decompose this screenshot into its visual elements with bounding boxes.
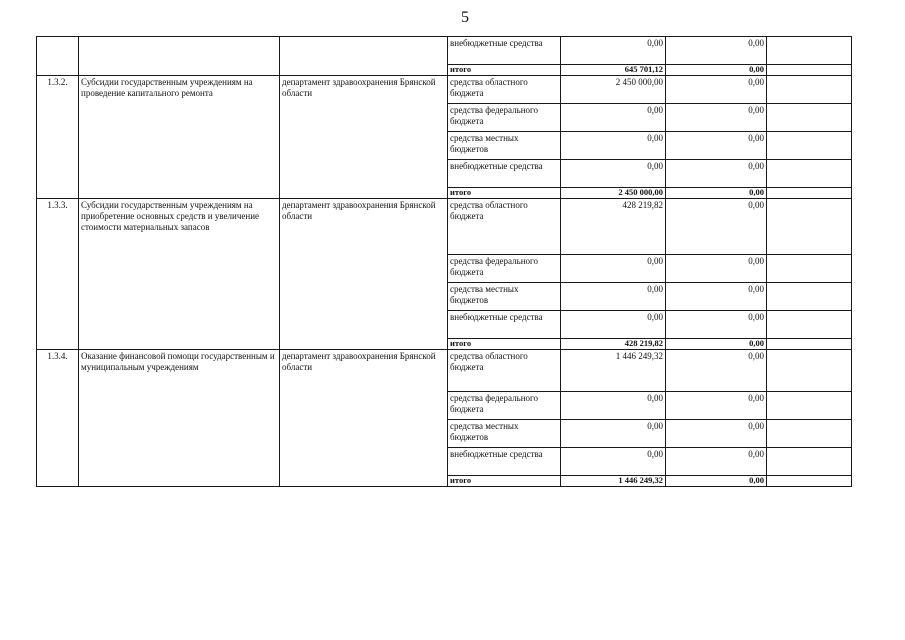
value-cell: 0,00 [666, 392, 767, 420]
table-row [37, 350, 852, 392]
source-cell: средства областного бюджета [448, 350, 561, 392]
value-cell: 0,00 [666, 476, 767, 487]
source-cell: средства местных бюджетов [448, 420, 561, 448]
empty-cell [767, 199, 852, 255]
source-cell: итого [448, 188, 561, 199]
empty-cell [767, 76, 852, 104]
value-cell: 0,00 [561, 448, 666, 476]
name-cell: Субсидии государственным учреждениям на приобретение основных средств и увеличение стоимости материальных запасов [79, 199, 280, 350]
value-cell: 0,00 [666, 37, 767, 65]
value-cell: 0,00 [666, 350, 767, 392]
empty-cell [767, 37, 852, 65]
value-cell: 1 446 249,32 [561, 476, 666, 487]
name-cell [79, 37, 280, 76]
code-cell: 1.3.2. [37, 76, 79, 199]
value-cell: 645 701,12 [561, 65, 666, 76]
empty-cell [767, 160, 852, 188]
empty-cell [767, 255, 852, 283]
source-cell: средства федерального бюджета [448, 104, 561, 132]
source-cell: итого [448, 65, 561, 76]
table-row [37, 76, 852, 104]
value-cell: 0,00 [666, 104, 767, 132]
empty-cell [767, 420, 852, 448]
code-cell: 1.3.3. [37, 199, 79, 350]
value-cell: 0,00 [666, 283, 767, 311]
source-cell: внебюджетные средства [448, 311, 561, 339]
value-cell: 0,00 [666, 160, 767, 188]
value-cell: 428 219,82 [561, 339, 666, 350]
page-number: 5 [461, 9, 469, 26]
value-cell: 0,00 [561, 283, 666, 311]
source-cell: средства федерального бюджета [448, 255, 561, 283]
source-cell: средства местных бюджетов [448, 283, 561, 311]
executor-cell: департамент здравоохранения Брянской области [280, 199, 448, 350]
code-cell [37, 37, 79, 76]
executor-cell: департамент здравоохранения Брянской области [280, 76, 448, 199]
value-cell: 428 219,82 [561, 199, 666, 255]
value-cell: 0,00 [561, 311, 666, 339]
executor-cell: департамент здравоохранения Брянской области [280, 350, 448, 487]
value-cell: 0,00 [561, 104, 666, 132]
source-cell: средства областного бюджета [448, 199, 561, 255]
source-cell: итого [448, 339, 561, 350]
value-cell: 1 446 249,32 [561, 350, 666, 392]
budget-table [36, 36, 852, 487]
value-cell: 0,00 [561, 392, 666, 420]
source-cell: внебюджетные средства [448, 37, 561, 65]
source-cell: внебюджетные средства [448, 448, 561, 476]
source-cell: средства федерального бюджета [448, 392, 561, 420]
executor-cell [280, 37, 448, 76]
value-cell: 0,00 [666, 199, 767, 255]
value-cell: 2 450 000,00 [561, 188, 666, 199]
empty-cell [767, 65, 852, 76]
value-cell: 0,00 [561, 132, 666, 160]
value-cell: 0,00 [666, 448, 767, 476]
value-cell: 0,00 [561, 420, 666, 448]
code-cell: 1.3.4. [37, 350, 79, 487]
value-cell: 0,00 [561, 160, 666, 188]
empty-cell [767, 339, 852, 350]
value-cell: 0,00 [666, 311, 767, 339]
value-cell: 0,00 [666, 339, 767, 350]
empty-cell [767, 132, 852, 160]
source-cell: средства местных бюджетов [448, 132, 561, 160]
value-cell: 0,00 [666, 132, 767, 160]
name-cell: Субсидии государственным учреждениям на проведение капитального ремонта [79, 76, 280, 199]
source-cell: средства областного бюджета [448, 76, 561, 104]
value-cell: 0,00 [666, 255, 767, 283]
value-cell: 0,00 [666, 65, 767, 76]
source-cell: итого [448, 476, 561, 487]
source-cell: внебюджетные средства [448, 160, 561, 188]
empty-cell [767, 350, 852, 392]
value-cell: 0,00 [666, 76, 767, 104]
empty-cell [767, 392, 852, 420]
empty-cell [767, 311, 852, 339]
value-cell: 0,00 [666, 188, 767, 199]
empty-cell [767, 104, 852, 132]
value-cell: 0,00 [666, 420, 767, 448]
table-row [37, 199, 852, 255]
table-row [37, 37, 852, 65]
value-cell: 2 450 000,00 [561, 76, 666, 104]
value-cell: 0,00 [561, 37, 666, 65]
empty-cell [767, 476, 852, 487]
value-cell: 0,00 [561, 255, 666, 283]
empty-cell [767, 188, 852, 199]
empty-cell [767, 448, 852, 476]
empty-cell [767, 283, 852, 311]
name-cell: Оказание финансовой помощи государственным и муниципальным учреждениям [79, 350, 280, 487]
